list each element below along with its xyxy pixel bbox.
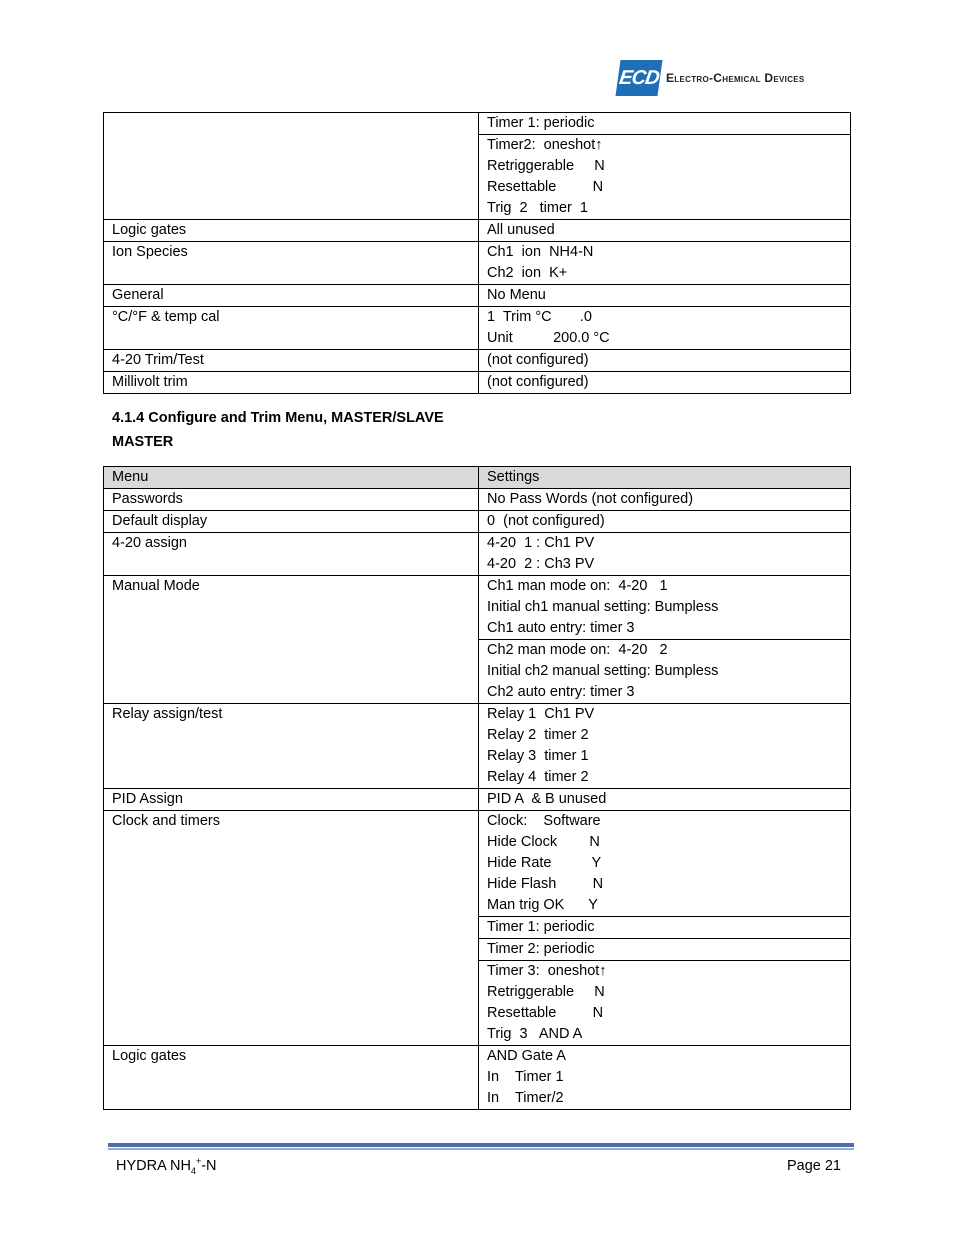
settings-cell: PID A & B unused [479,789,851,811]
settings-cell: Timer 2: periodic [479,939,851,961]
master-settings-table [103,466,851,1110]
product-subscript: 4 [190,1165,196,1176]
table-row [104,576,851,640]
settings-cell: Relay 1 Ch1 PV Relay 2 timer 2 Relay 3 timer 1 Relay 4 timer 2 [479,704,851,789]
menu-cell: 4-20 assign [104,533,479,576]
settings-cell: Clock: Software Hide Clock N Hide Rate Y Hide Flash N Man trig OK Y [479,811,851,917]
menu-cell: Clock and timers [104,811,479,1046]
footer-rule [108,1143,854,1147]
table-row [104,789,851,811]
table-row [104,1046,851,1110]
table-row [104,811,851,917]
table-row [104,307,851,350]
settings-cell: Ch2 man mode on: 4-20 2 Initial ch2 manual setting: Bumpless Ch2 auto entry: timer 3 [479,640,851,704]
menu-cell: PID Assign [104,789,479,811]
table-row [104,242,851,285]
table-row [104,350,851,372]
section-heading: 4.1.4 Configure and Trim Menu, MASTER/SLAVE [112,410,444,426]
table-row [104,285,851,307]
menu-cell: Manual Mode [104,576,479,704]
settings-cell: 1 Trim °C .0 Unit 200.0 °C [479,307,851,350]
menu-column-header: Menu [104,467,479,489]
settings-cell: Ch1 man mode on: 4-20 1 Initial ch1 manual setting: Bumpless Ch1 auto entry: timer 3 [479,576,851,640]
settings-table-continued [103,112,851,394]
footer-product-name [116,1158,217,1174]
menu-cell: 4-20 Trim/Test [104,350,479,372]
settings-cell: All unused [479,220,851,242]
settings-column-header: Settings [479,467,851,489]
settings-cell: Timer2: oneshot↑ Retriggerable N Resettable N Trig 2 timer 1 [479,135,851,220]
menu-cell [104,113,479,220]
footer-page-number: Page 21 [786,1158,841,1174]
settings-cell: Timer 3: oneshot↑ Retriggerable N Resettable N Trig 3 AND A [479,961,851,1046]
company-logo [618,60,805,96]
footer-rule-shadow [108,1148,854,1150]
menu-cell: Passwords [104,489,479,511]
settings-cell: AND Gate A In Timer 1 In Timer/2 [479,1046,851,1110]
table-row [104,372,851,394]
table-row [104,220,851,242]
table-row [104,533,851,576]
menu-cell: General [104,285,479,307]
menu-cell: Logic gates [104,1046,479,1110]
settings-cell: Timer 1: periodic [479,917,851,939]
section-subheading: MASTER [112,434,174,450]
menu-cell: Millivolt trim [104,372,479,394]
settings-cell: No Menu [479,285,851,307]
menu-cell: °C/°F & temp cal [104,307,479,350]
menu-cell: Relay assign/test [104,704,479,789]
settings-cell: (not configured) [479,350,851,372]
settings-cell: Ch1 ion NH4-N Ch2 ion K+ [479,242,851,285]
table-row [104,704,851,789]
table-row [104,511,851,533]
settings-cell: Timer 1: periodic [479,113,851,135]
table-header-row [104,467,851,489]
settings-cell: (not configured) [479,372,851,394]
ecd-logo-mark: ECD [615,60,662,96]
menu-cell: Default display [104,511,479,533]
settings-cell: 0 (not configured) [479,511,851,533]
product-suffix: -N [201,1158,217,1174]
company-name: Electro-Chemical Devices [666,71,805,85]
menu-cell: Logic gates [104,220,479,242]
table-row [104,113,851,135]
product-name-text: HYDRA NH [116,1158,191,1174]
settings-cell: 4-20 1 : Ch1 PV 4-20 2 : Ch3 PV [479,533,851,576]
table-row [104,489,851,511]
product-superscript: + [195,1156,202,1167]
menu-cell: Ion Species [104,242,479,285]
settings-cell: No Pass Words (not configured) [479,489,851,511]
